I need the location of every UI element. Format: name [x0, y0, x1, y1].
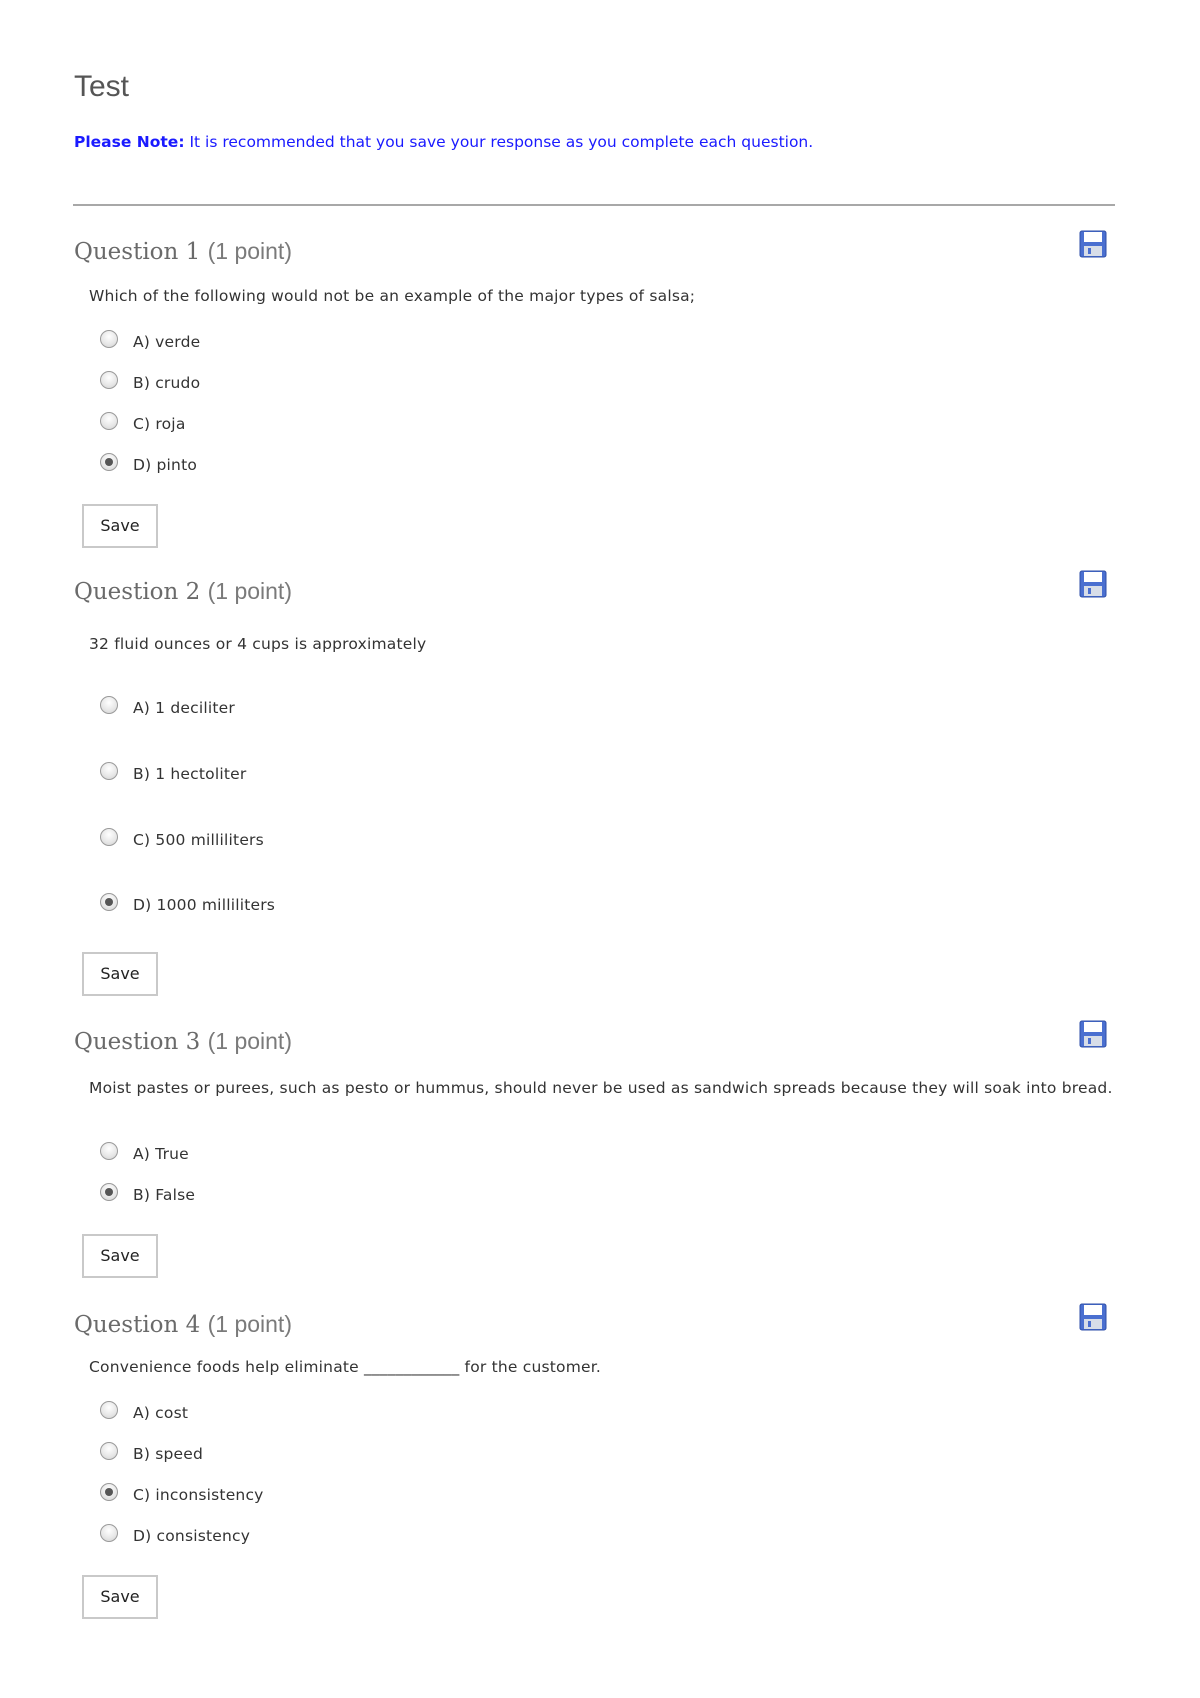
- answer-option[interactable]: [100, 696, 235, 720]
- question-number: Question 3: [74, 1029, 201, 1055]
- question-text: Which of the following would not be an example of the major types of salsa;: [89, 287, 696, 305]
- radio-button[interactable]: [100, 1442, 118, 1460]
- floppy-disk-icon[interactable]: [1079, 1303, 1107, 1331]
- answer-option[interactable]: [100, 1483, 264, 1507]
- question-number: Question 4: [74, 1312, 201, 1338]
- option-label: A) cost: [133, 1404, 189, 1422]
- floppy-disk-icon[interactable]: [1079, 1020, 1107, 1048]
- radio-button[interactable]: [100, 330, 118, 348]
- option-label: A) True: [133, 1145, 189, 1163]
- answer-option[interactable]: [100, 412, 186, 436]
- radio-button[interactable]: [100, 1401, 118, 1419]
- radio-button[interactable]: [100, 453, 118, 471]
- question-text: Convenience foods help eliminate ____________ for the customer.: [89, 1358, 602, 1376]
- question-text: Moist pastes or purees, such as pesto or hummus, should never be used as sandwich spreads because they will soak into bread.: [89, 1079, 1113, 1097]
- note-label: Please Note:: [74, 133, 185, 151]
- answer-option[interactable]: [100, 1524, 250, 1548]
- radio-button[interactable]: [100, 1183, 118, 1201]
- option-label: B) speed: [133, 1445, 204, 1463]
- answer-option[interactable]: [100, 1142, 189, 1166]
- radio-button[interactable]: [100, 371, 118, 389]
- option-label: A) verde: [133, 333, 201, 351]
- question-points: (1 point): [207, 578, 292, 604]
- radio-button[interactable]: [100, 1483, 118, 1501]
- question-text: 32 fluid ounces or 4 cups is approximately: [89, 635, 427, 653]
- save-button[interactable]: Save: [82, 1575, 158, 1619]
- option-label: B) False: [133, 1186, 196, 1204]
- option-label: A) 1 deciliter: [133, 699, 235, 717]
- option-label: B) 1 hectoliter: [133, 765, 247, 783]
- radio-button[interactable]: [100, 762, 118, 780]
- answer-option[interactable]: [100, 1442, 203, 1466]
- option-label: D) consistency: [133, 1527, 251, 1545]
- save-button[interactable]: Save: [82, 504, 158, 548]
- option-label: C) 500 milliliters: [133, 831, 264, 849]
- option-label: C) roja: [133, 415, 186, 433]
- option-label: D) pinto: [133, 456, 198, 474]
- save-note: [74, 133, 813, 151]
- save-button[interactable]: Save: [82, 952, 158, 996]
- option-label: B) crudo: [133, 374, 201, 392]
- radio-button[interactable]: [100, 696, 118, 714]
- radio-button[interactable]: [100, 893, 118, 911]
- floppy-disk-icon[interactable]: [1079, 230, 1107, 258]
- answer-option[interactable]: [100, 453, 197, 477]
- radio-button[interactable]: [100, 1142, 118, 1160]
- radio-button[interactable]: [100, 1524, 118, 1542]
- radio-button[interactable]: [100, 828, 118, 846]
- page-title: Test: [74, 70, 130, 103]
- answer-option[interactable]: [100, 330, 200, 354]
- save-button[interactable]: Save: [82, 1234, 158, 1278]
- question-number: Question 1: [74, 239, 201, 265]
- floppy-disk-icon[interactable]: [1079, 570, 1107, 598]
- option-label: C) inconsistency: [133, 1486, 264, 1504]
- question-header: [74, 1311, 292, 1338]
- question-points: (1 point): [207, 238, 292, 264]
- option-label: D) 1000 milliliters: [133, 896, 276, 914]
- question-points: (1 point): [207, 1028, 292, 1054]
- radio-button[interactable]: [100, 412, 118, 430]
- answer-option[interactable]: [100, 828, 264, 852]
- question-points: (1 point): [207, 1311, 292, 1337]
- question-header: [74, 1028, 292, 1055]
- answer-option[interactable]: [100, 1401, 188, 1425]
- question-number: Question 2: [74, 579, 201, 605]
- header-divider: [73, 204, 1115, 206]
- answer-option[interactable]: [100, 371, 200, 395]
- note-text: It is recommended that you save your response as you complete each question.: [189, 133, 814, 151]
- answer-option[interactable]: [100, 1183, 195, 1207]
- answer-option[interactable]: [100, 893, 275, 917]
- question-header: [74, 238, 292, 265]
- question-header: [74, 578, 292, 605]
- answer-option[interactable]: [100, 762, 246, 786]
